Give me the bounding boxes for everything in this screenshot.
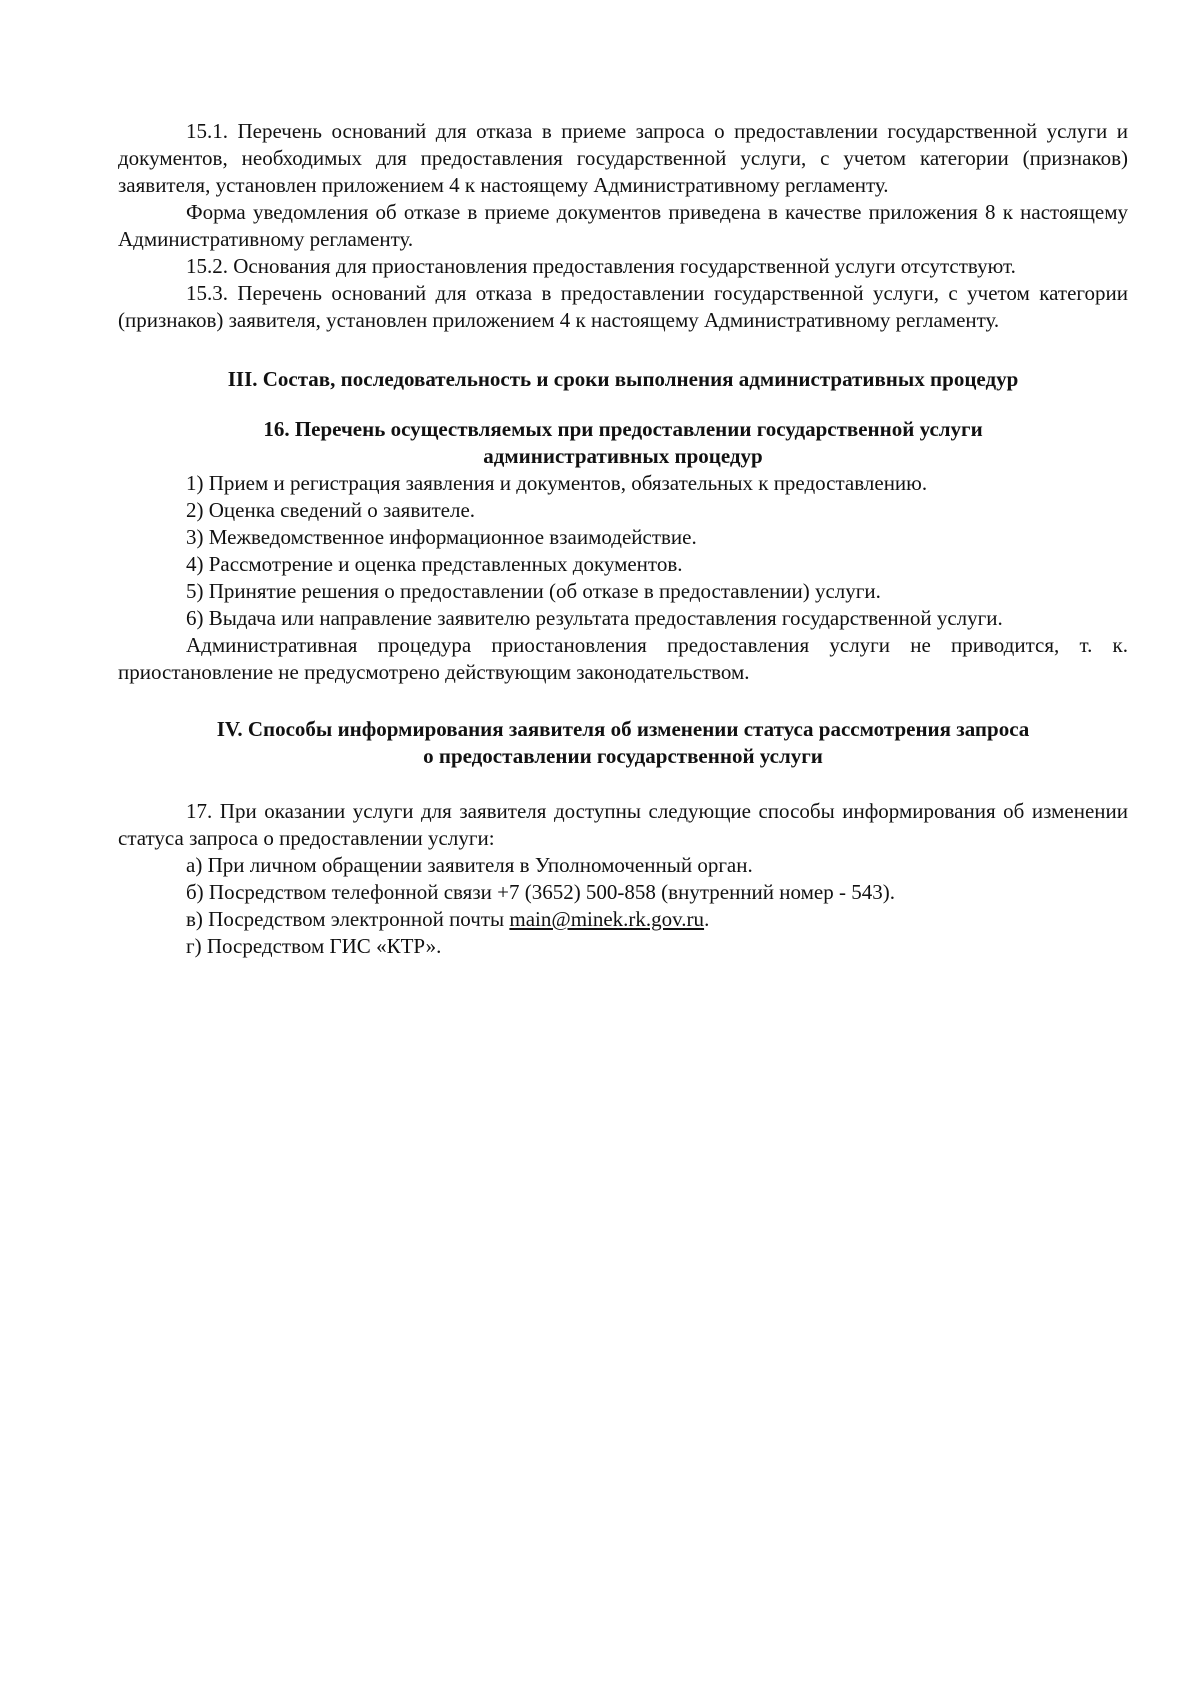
- info-method-a: а) При личном обращении заявителя в Уполномоченный орган.: [186, 853, 753, 877]
- section-4-heading-line1: IV. Способы информирования заявителя об изменении статуса рассмотрения запроса: [216, 717, 1030, 741]
- procedure-item: 1) Прием и регистрация заявления и документов, обязательных к предоставлению.: [186, 471, 928, 495]
- procedure-item: 2) Оценка сведений о заявителе.: [186, 498, 476, 522]
- info-method-c: [118, 906, 1128, 933]
- info-method-b: б) Посредством телефонной связи +7 (3652) 500-858 (внутренний номер - 543).: [186, 880, 895, 904]
- section-16-heading-line1: 16. Перечень осуществляемых при предоставлении государственной услуги: [263, 417, 983, 441]
- paragraph-suspension: Административная процедура приостановления предоставления услуги не приводится, т. к. приостановление не предусмотрено действующим законодательством.: [118, 633, 1128, 684]
- section-3-heading: III. Состав, последовательность и сроки выполнения административных процедур: [227, 367, 1019, 391]
- procedure-item: 5) Принятие решения о предоставлении (об отказе в предоставлении) услуги.: [186, 579, 881, 603]
- procedure-item: 6) Выдача или направление заявителю результата предоставления государственной услуги.: [186, 606, 1003, 630]
- paragraph-17: 17. При оказании услуги для заявителя доступны следующие способы информирования об изменении статуса запроса о предоставлении услуги:: [118, 799, 1128, 850]
- section-16-heading: [118, 416, 1128, 470]
- email-link[interactable]: main@minek.rk.gov.ru: [509, 907, 705, 931]
- document-body: [118, 118, 1128, 960]
- info-method-c-suffix: .: [704, 907, 710, 931]
- section-16-heading-line2: административных процедур: [483, 444, 763, 468]
- section-4-heading-line2: о предоставлении государственной услуги: [423, 744, 823, 768]
- paragraph-15-3: 15.3. Перечень оснований для отказа в предоставлении государственной услуги, с учетом категории (признаков) заявителя, установлен приложением 4 к настоящему Административному регламенту.: [118, 281, 1128, 332]
- procedure-item: 4) Рассмотрение и оценка представленных документов.: [186, 552, 683, 576]
- paragraph-15-2: 15.2. Основания для приостановления предоставления государственной услуги отсутствуют.: [186, 254, 1016, 278]
- paragraph-form-notice: Форма уведомления об отказе в приеме документов приведена в качестве приложения 8 к настоящему Административному регламенту.: [118, 200, 1128, 251]
- procedure-item: 3) Межведомственное информационное взаимодействие.: [186, 525, 697, 549]
- info-method-c-prefix: в) Посредством электронной почты: [186, 907, 510, 931]
- info-method-d: г) Посредством ГИС «КТР».: [186, 934, 442, 958]
- paragraph-15-1: 15.1. Перечень оснований для отказа в приеме запроса о предоставлении государственной услуги и документов, необходимых для предоставления государственной услуги, с учетом категории (признаков) заявителя, установлен приложением 4 к настоящему Административному регламенту.: [118, 119, 1128, 197]
- section-4-heading: [118, 716, 1128, 770]
